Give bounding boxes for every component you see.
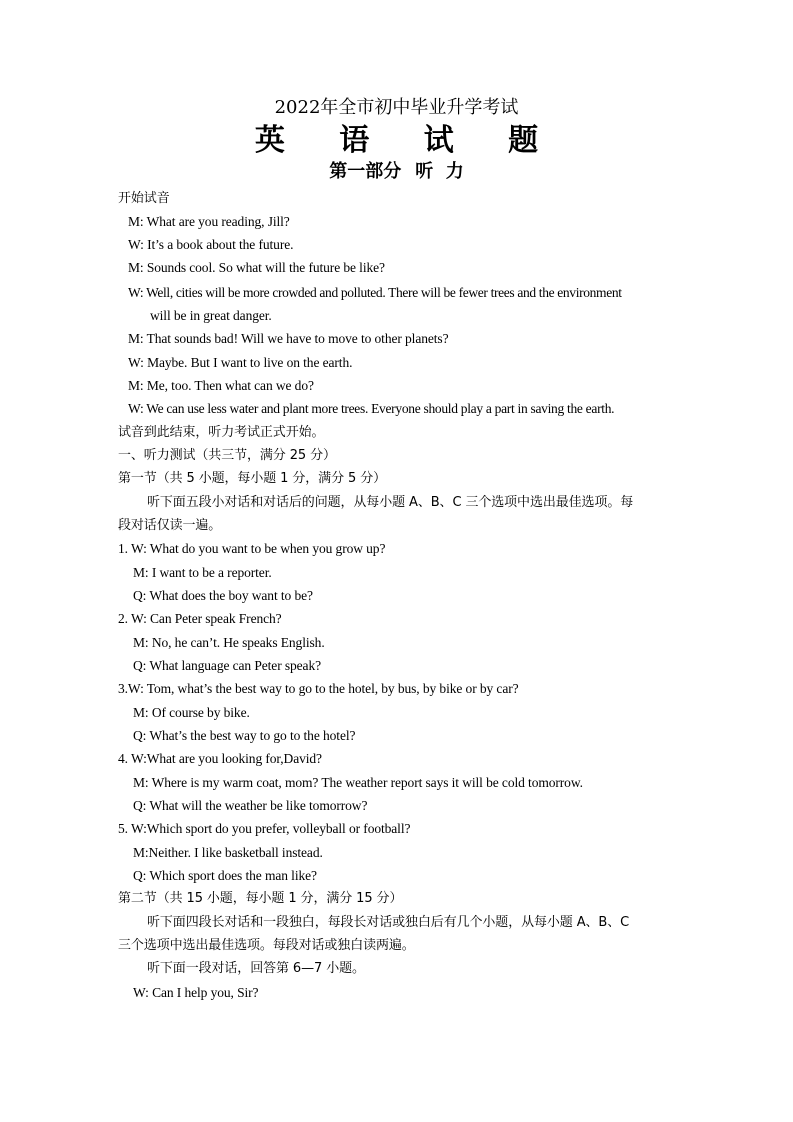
dialogue-line: 5. W:Which sport do you prefer, volleyball or football? <box>118 821 411 836</box>
dialogue-line: 4. W:What are you looking for,David? <box>118 751 322 766</box>
trial-end: 试音到此结束，听力考试正式开始。 <box>118 425 325 440</box>
part2-title: 第二节（共 15 小题，每小题 1 分，满分 15 分） <box>118 891 403 906</box>
part-name: 听 力 <box>415 161 464 182</box>
dialogue-line: M: Of course by bike. <box>133 705 250 720</box>
part1-instructions: 听下面五段小对话和对话后的问题，从每小题 A、B、C 三个选项中选出最佳选项。每 <box>147 495 634 510</box>
trial-line: W: Maybe. But I want to live on the earth. <box>128 355 353 370</box>
subject-title: 英 语 试 题 <box>254 123 561 158</box>
dialogue-line: 3.W: Tom, what’s the best way to go to the hotel, by bus, by bike or by car? <box>118 681 519 696</box>
trial-line: W: Well, cities will be more crowded and polluted. There will be fewer trees and the environment <box>128 285 622 300</box>
part2-instructions: 听下面四段长对话和一段独白，每段长对话或独白后有几个小题，从每小题 A、B、C <box>147 915 630 930</box>
dialogue-line: Q: What language can Peter speak? <box>133 658 321 673</box>
part-title <box>0 160 793 184</box>
dialogue-line: Q: What does the boy want to be? <box>133 588 313 603</box>
trial-line: will be in great danger. <box>150 308 272 323</box>
dialogue-line: Q: What’s the best way to go to the hotel? <box>133 728 356 743</box>
dialogue-line: 2. W: Can Peter speak French? <box>118 611 282 626</box>
trial-line: W: It’s a book about the future. <box>128 237 294 252</box>
part2-instructions-cont: 三个选项中选出最佳选项。每段对话或独白读两遍。 <box>118 938 415 953</box>
trial-line: M: What are you reading, Jill? <box>128 214 290 229</box>
trial-line: M: Me, too. Then what can we do? <box>128 378 314 393</box>
part1-instructions-cont: 段对话仅读一遍。 <box>118 518 222 533</box>
dialogue-line: 1. W: What do you want to be when you grow up? <box>118 541 386 556</box>
exam-header: 2022年全市初中毕业升学考试 <box>274 97 519 118</box>
dialogue-line: Q: What will the weather be like tomorrow? <box>133 798 368 813</box>
dialogue-line: M: Where is my warm coat, mom? The weather report says it will be cold tomorrow. <box>133 775 583 790</box>
dialogue-line: M: I want to be a reporter. <box>133 565 272 580</box>
part-label: 第一部分 <box>329 161 402 182</box>
section-title: 一、听力测试（共三节，满分 25 分） <box>118 448 336 463</box>
trial-heading: 开始试音 <box>118 191 170 206</box>
dialogue-line: M: No, he can’t. He speaks English. <box>133 635 325 650</box>
trial-line: W: We can use less water and plant more trees. Everyone should play a part in saving the earth. <box>128 401 615 416</box>
trial-line: M: That sounds bad! Will we have to move to other planets? <box>128 331 449 346</box>
dialogue-line: Q: Which sport does the man like? <box>133 868 317 883</box>
part2-subinstruction: 听下面一段对话，回答第 6—7 小题。 <box>147 961 365 976</box>
trial-line: M: Sounds cool. So what will the future be like? <box>128 260 385 275</box>
dialogue-line: M:Neither. I like basketball instead. <box>133 845 323 860</box>
part1-title: 第一节（共 5 小题，每小题 1 分，满分 5 分） <box>118 471 387 486</box>
dialogue-line: W: Can I help you, Sir? <box>133 985 259 1000</box>
